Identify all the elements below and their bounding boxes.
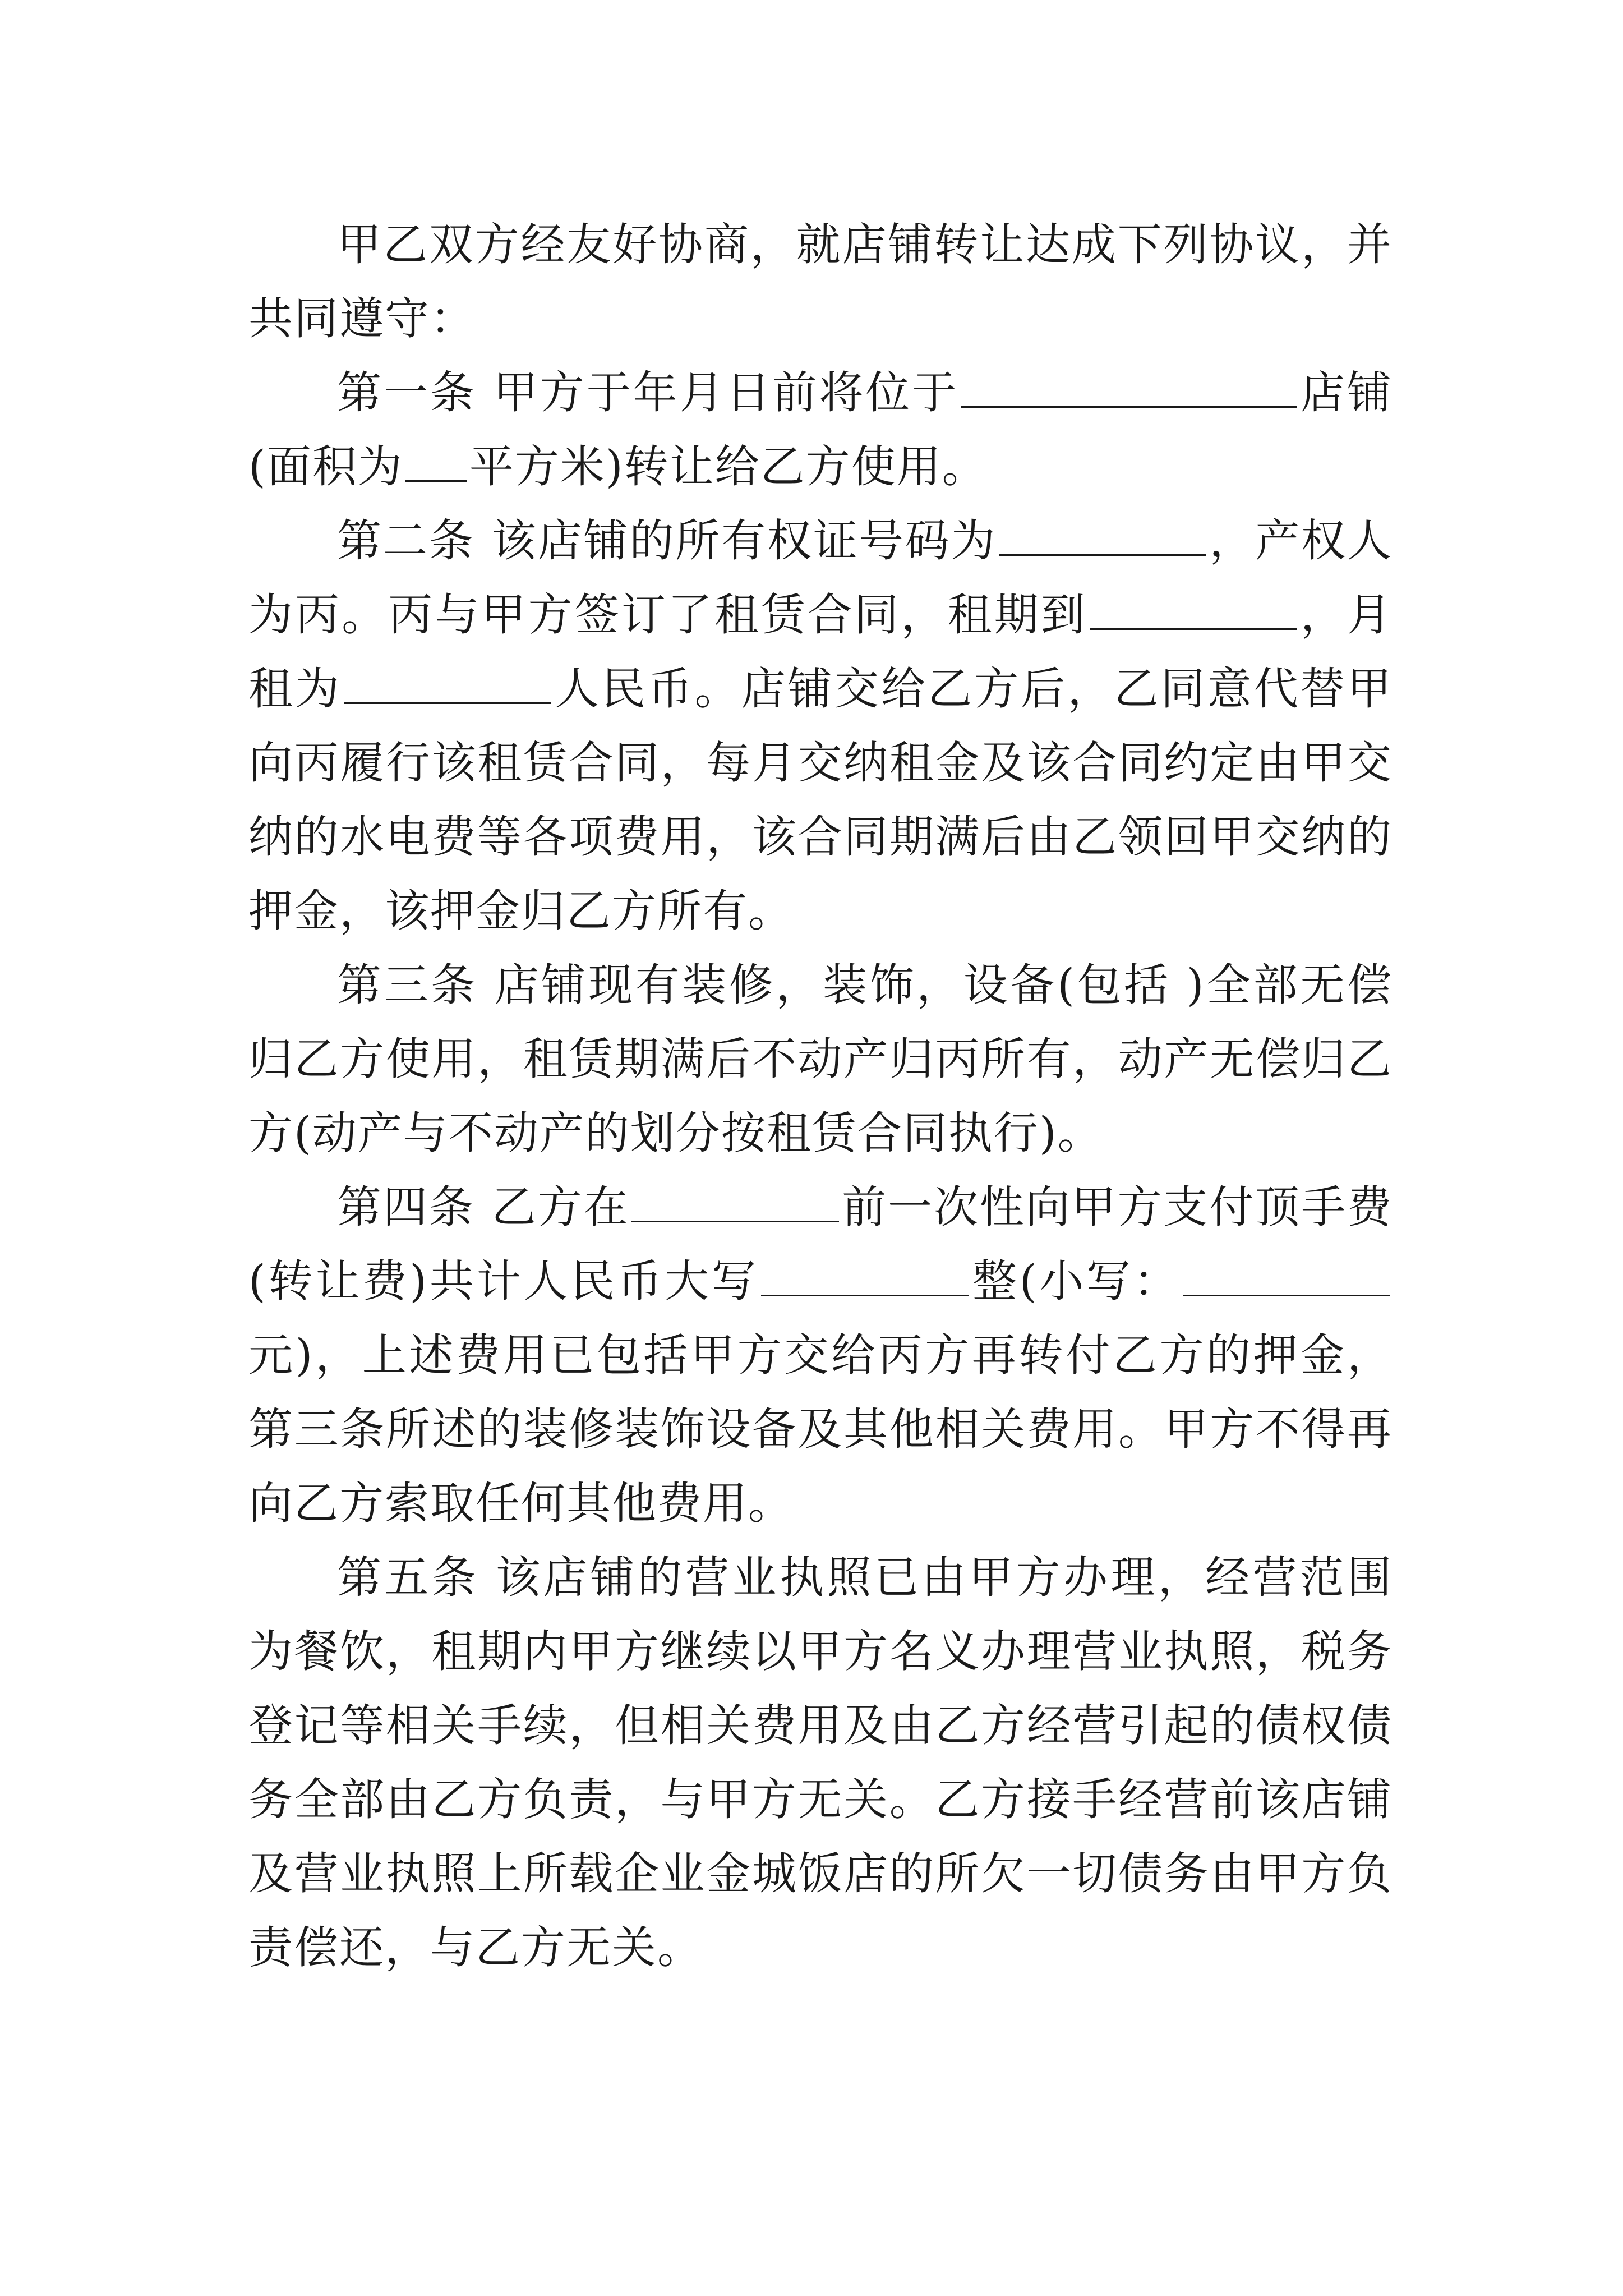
article-1-text-3: 平方米)转让给乙方使用。 xyxy=(469,441,988,493)
article-4-text-1: 乙方在 xyxy=(491,1181,630,1233)
article-2-text-3: ，月租为 xyxy=(248,589,1393,715)
article-3-text-1: 店铺现有装修，装饰，设备(包括 xyxy=(494,959,1171,1011)
article-2-label: 第二条 xyxy=(337,515,475,567)
article-3 xyxy=(248,948,1393,1170)
article-2-text-1: 该店铺的所有权证号码为 xyxy=(491,515,997,567)
article-1-text-2: 店铺(面积为 xyxy=(248,367,1393,493)
intro-paragraph xyxy=(248,208,1393,356)
equipment-blank xyxy=(1173,960,1184,1000)
article-3-text-2: )全部无偿归乙方使用，租赁期满后不动产归丙所有，动产无偿归乙方(动产与不动产的划分按租赁合同执行)。 xyxy=(248,959,1393,1159)
article-1-label: 第一条 xyxy=(337,367,477,418)
area-blank xyxy=(405,440,467,482)
article-4 xyxy=(248,1170,1393,1540)
article-4-text-2: 前一次性向甲方支付顶手费(转让费)共计人民币大写 xyxy=(248,1181,1393,1307)
article-5-label: 第五条 xyxy=(337,1552,479,1603)
lease-term-blank xyxy=(1090,588,1297,630)
article-4-text-4: 元)，上述费用已包括甲方交给丙方再转付乙方的押金，第三条所述的装修装饰设备及其他相关费用。甲方不得再向乙方索取任何其他费用。 xyxy=(248,1329,1393,1529)
intro-text: 甲乙双方经友好协商，就店铺转让达成下列协议，并共同遵守： xyxy=(248,219,1393,344)
agreement-body xyxy=(248,208,1393,1985)
article-2 xyxy=(248,504,1393,948)
certificate-number-blank xyxy=(999,514,1206,556)
amount-lowercase-blank xyxy=(1183,1255,1390,1296)
article-4-label: 第四条 xyxy=(337,1181,475,1233)
payment-date-blank xyxy=(631,1181,839,1222)
article-4-text-3: 整(小写： xyxy=(971,1255,1181,1307)
article-5 xyxy=(248,1540,1393,1985)
amount-uppercase-blank xyxy=(761,1255,969,1296)
article-2-text-2: ，产权人为丙。丙与甲方签订了租赁合同，租期到 xyxy=(248,515,1393,641)
article-5-text: 该店铺的营业执照已由甲方办理，经营范围为餐饮，租期内甲方继续以甲方名义办理营业执照，税务登记等相关手续，但相关费用及由乙方经营引起的债权债务全部由乙方负责，与甲方无关。乙方接手经营前该店铺及营业执照上所载企业金城饭店的所欠一切债务由甲方负责偿还，与乙方无关。 xyxy=(248,1552,1393,1973)
article-3-label: 第三条 xyxy=(337,959,478,1011)
article-2-text-4: 人民币。店铺交给乙方后，乙同意代替甲向丙履行该租赁合同，每月交纳租金及该合同约定由甲交纳的水电费等各项费用，该合同期满后由乙领回甲交纳的押金，该押金归乙方所有。 xyxy=(248,663,1393,937)
article-1-text-1: 甲方于年月日前将位于 xyxy=(493,367,959,418)
shop-location-blank xyxy=(961,366,1297,408)
monthly-rent-blank xyxy=(344,662,551,704)
article-1 xyxy=(248,356,1393,504)
